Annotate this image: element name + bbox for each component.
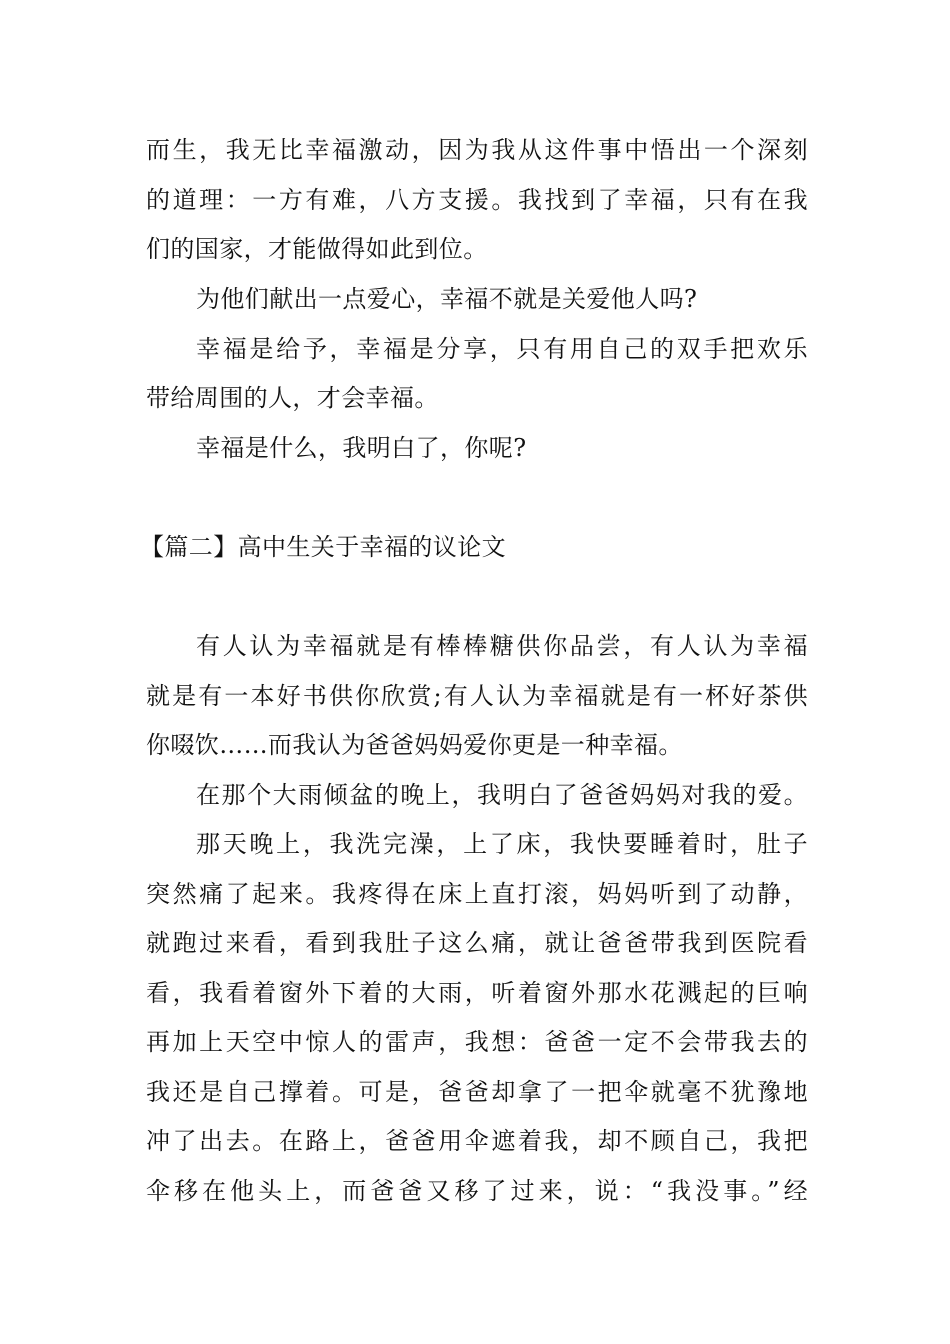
paragraph-line: 幸福是给予，幸福是分享，只有用自己的双手把欢乐 [196, 335, 808, 363]
paragraph-line: 就跑过来看，看到我肚子这么痛，就让爸爸带我到医院看 [146, 929, 808, 957]
paragraph-line: 们的国家，才能做得如此到位。 [146, 235, 488, 263]
paragraph-line: 而生，我无比幸福激动，因为我从这件事中悟出一个深刻 [146, 136, 808, 164]
paragraph-line: 你啜饮……而我认为爸爸妈妈爱你更是一种幸福。 [146, 731, 683, 759]
paragraph-line: 就是有一本好书供你欣赏;有人认为幸福就是有一杯好茶供 [146, 682, 808, 710]
paragraph-line: 的道理：一方有难，八方支援。我找到了幸福，只有在我 [146, 186, 808, 214]
paragraph-line: 带给周围的人，才会幸福。 [146, 384, 439, 412]
paragraph-line: 冲了出去。在路上，爸爸用伞遮着我，却不顾自己，我把 [146, 1127, 808, 1155]
paragraph-line: 为他们献出一点爱心，幸福不就是关爱他人吗? [196, 285, 698, 313]
paragraph-line: 伞移在他头上，而爸爸又移了过来，说：“我没事。”经 [146, 1177, 808, 1205]
paragraph-line: 看，我看着窗外下着的大雨，听着窗外那水花溅起的巨响 [146, 979, 808, 1007]
paragraph-line: 幸福是什么，我明白了，你呢? [196, 434, 527, 462]
paragraph-line: 那天晚上，我洗完澡，上了床，我快要睡着时，肚子 [196, 830, 808, 858]
paragraph-line: 再加上天空中惊人的雷声，我想：爸爸一定不会带我去的 [146, 1028, 808, 1056]
paragraph-line: 突然痛了起来。我疼得在床上直打滚，妈妈听到了动静， [146, 880, 808, 908]
section-heading: 【篇二】高中生关于幸福的议论文 [140, 533, 506, 561]
paragraph-line: 在那个大雨倾盆的晚上，我明白了爸爸妈妈对我的爱。 [196, 781, 808, 809]
paragraph-line: 有人认为幸福就是有棒棒糖供你品尝，有人认为幸福 [196, 632, 808, 660]
paragraph-line: 我还是自己撑着。可是，爸爸却拿了一把伞就毫不犹豫地 [146, 1078, 808, 1106]
